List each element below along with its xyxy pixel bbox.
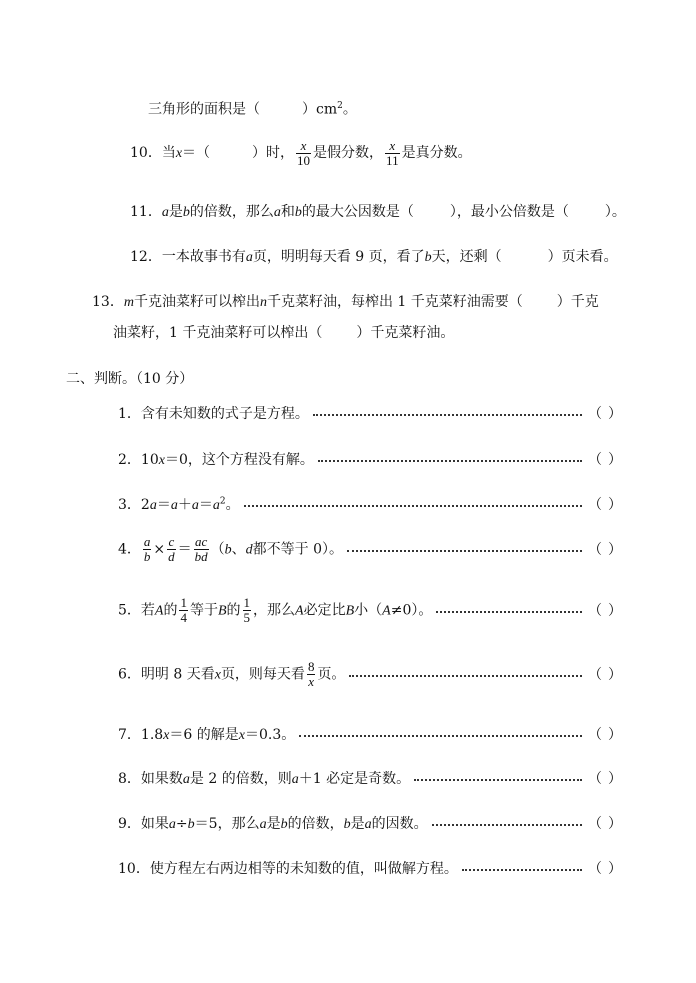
leader-dots [318,460,582,462]
answer-parentheses[interactable]: （ ） [588,603,622,619]
question-13-line2: 油菜籽，1 千克油菜籽可以榨出（ ）千克菜籽油。 [113,325,455,341]
answer-parentheses[interactable]: （ ） [588,861,622,877]
answer-parentheses[interactable]: （ ） [588,452,622,468]
answer-parentheses[interactable]: （ ） [588,497,622,513]
leader-dots [313,414,582,416]
q9-continuation: 三角形的面积是（ ）$cm^2$。 [148,101,357,118]
judge-item-5: 5．若A的 $\frac{1}{4}$ 等于B的 $\frac{1}{5}$ ，那么A必定比B小（A≠0）。 （ ） [118,594,622,625]
leader-dots [414,779,582,781]
leader-dots [347,550,582,552]
answer-parentheses[interactable]: （ ） [588,771,622,787]
answer-parentheses[interactable]: （ ） [588,542,622,558]
leader-dots [349,675,582,677]
leader-dots [436,611,582,613]
judge-item-8: 8．如果数a是 2 的倍数，则a＋1 必定是奇数。 （ ） [118,768,622,788]
judge-item-7: 7．1.8x＝6 的解是x＝0.3。 （ ） [118,724,622,744]
leader-dots [299,735,582,737]
judge-item-4: 4． $\frac{a}{b}$ × $\frac{c}{d}$ ＝ $\frac{ac}{bd}$ （b、d都不等于 0）。 （ ） [118,533,622,564]
fraction-x-11: $\frac{x}{11}$ [386,137,399,168]
judge-item-3: 3．$2a=a+a=a^2$。 （ ） [118,494,622,514]
leader-dots [432,824,582,826]
fraction-x-10: $\frac{x}{10}$ [297,137,311,168]
question-11: 11．a是b的倍数，那么a和b的最大公因数是（ ），最小公倍数是（ ）。 [130,204,626,220]
judge-item-10: 10．使方程左右两边相等的未知数的值，叫做解方程。 （ ） [118,858,622,878]
answer-parentheses[interactable]: （ ） [588,406,622,422]
section-title: 二、判断。（10 分） [66,371,194,387]
leader-dots [244,505,582,507]
question-13-line1: 13．m千克油菜籽可以榨出n千克菜籽油，每榨出 1 千克菜籽油需要（ ）千克 [92,294,599,310]
leader-dots [462,869,582,871]
judge-item-6: 6．明明 8 天看x页，则每天看 $\frac{8}{x}$ 页。 （ ） [118,658,622,689]
judge-item-2: 2．10x＝0，这个方程没有解。 （ ） [118,449,622,469]
answer-parentheses[interactable]: （ ） [588,727,622,743]
answer-parentheses[interactable]: （ ） [588,816,622,832]
question-10: 10．当x＝（ ）时， $\frac{x}{10}$ 是假分数， $\frac{x}{11}$ 是真分数。 [130,137,472,168]
judge-item-9: 9．如果a÷b＝5，那么a是b的倍数，b是a的因数。 （ ） [118,813,622,833]
judge-item-1: 1．含有未知数的式子是方程。 （ ） [118,403,622,423]
question-12: 12．一本故事书有a页，明明每天看 9 页，看了b天，还剩（ ）页未看。 [130,249,618,265]
answer-parentheses[interactable]: （ ） [588,667,622,683]
